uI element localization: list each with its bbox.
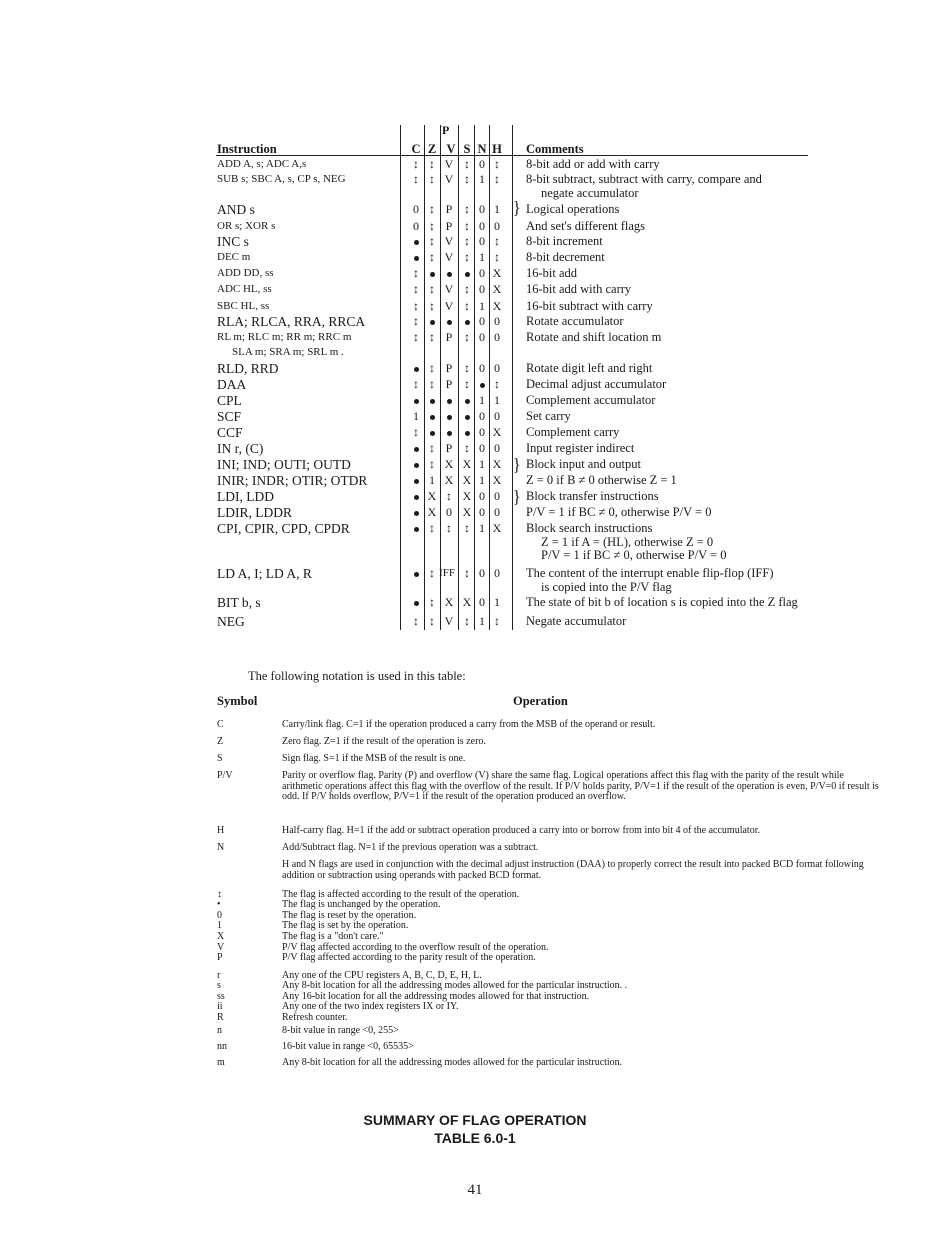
flag-z-cell: ↕ — [429, 250, 435, 264]
flag-s-cell: ↕ — [464, 157, 470, 171]
flag-n-cell: 0 — [479, 441, 485, 455]
table-row — [0, 457, 950, 472]
instruction-cell: CPI, CPIR, CPD, CPDR — [217, 521, 350, 536]
comment-cell: P/V = 1 if BC ≠ 0, otherwise P/V = 0 — [526, 505, 712, 519]
notation-description: Any one of the CPU registers A, B, C, D, E, H, L. — [282, 970, 482, 981]
flag-pv-cell: P — [445, 377, 453, 391]
flag-h-cell: 0 — [494, 361, 500, 375]
flag-s-cell — [459, 314, 475, 329]
flag-h-cell: ↕ — [494, 172, 500, 186]
flag-c-cell: ↕ — [413, 377, 419, 391]
instruction-cell: NEG — [217, 614, 245, 629]
flag-n-cell — [474, 377, 490, 392]
comment-cell: Rotate accumulator — [526, 314, 624, 328]
flag-h-cell: ↕ — [494, 157, 500, 171]
comment-cell-continued: P/V = 1 if BC ≠ 0, otherwise P/V = 0 — [541, 548, 727, 562]
flag-h-cell: 1 — [494, 393, 500, 407]
table-row — [0, 473, 950, 488]
flag-c-cell: ↕ — [413, 330, 419, 344]
flag-z-cell: ↕ — [429, 234, 435, 248]
instruction-cell: ADC HL, ss — [217, 283, 272, 295]
flag-pv-cell: X — [444, 595, 454, 609]
notation-description: Any 8-bit location for all the addressing modes allowed for the particular instruction. . — [282, 980, 628, 991]
symbol-header: Symbol — [217, 694, 258, 708]
flag-n-cell: 0 — [479, 234, 485, 248]
notation-symbol: ↕ — [217, 889, 222, 900]
notation-symbol: Z — [217, 736, 224, 747]
flag-h-cell: ↕ — [494, 250, 500, 264]
notation-symbol: N — [217, 842, 225, 853]
flag-n-cell: 0 — [479, 595, 485, 609]
notation-symbol: nn — [217, 1041, 227, 1052]
flag-z-cell: ↕ — [429, 172, 435, 186]
notation-symbol: n — [217, 1025, 222, 1036]
flag-n-cell: 1 — [479, 250, 485, 264]
flag-z-cell: ↕ — [429, 330, 435, 344]
instruction-cell: LDI, LDD — [217, 489, 274, 504]
table-row — [0, 377, 950, 392]
flag-s-cell: ↕ — [464, 361, 470, 375]
flag-h-cell: 0 — [494, 219, 500, 233]
notation-symbol: P — [217, 952, 223, 963]
comment-cell-continued: negate accumulator — [541, 186, 639, 200]
flag-c-cell: ↕ — [413, 172, 419, 186]
flag-pv-cell: V — [444, 172, 454, 186]
flag-pv-cell: P — [445, 202, 453, 216]
flag-z-cell: X — [427, 489, 437, 503]
flag-h-cell: ↕ — [494, 234, 500, 248]
pv-flag-header-bottom: V — [446, 142, 456, 156]
notation-description: The flag is affected according to the result of the operation. — [282, 889, 520, 900]
table-row — [0, 234, 950, 249]
page-number: 41 — [467, 1182, 483, 1198]
flag-pv-cell: V — [444, 250, 454, 264]
flag-pv-cell: X — [444, 473, 454, 487]
notation-symbol: ss — [217, 991, 225, 1002]
notation-intro: The following notation is used in this table: — [248, 669, 466, 683]
instruction-cell: SCF — [217, 409, 242, 424]
flag-pv-cell: IFF — [439, 567, 455, 579]
flag-n-cell: 1 — [479, 614, 485, 628]
flag-n-cell: 0 — [479, 566, 485, 580]
flag-z-cell: ↕ — [429, 157, 435, 171]
flag-pv-cell: V — [444, 282, 454, 296]
flag-s-cell: ↕ — [464, 250, 470, 264]
flag-s-cell: X — [462, 489, 472, 503]
notation-symbol: X — [217, 931, 225, 942]
flag-n-cell: 1 — [479, 172, 485, 186]
flag-z-cell: ↕ — [429, 441, 435, 455]
flag-n-cell: 0 — [479, 219, 485, 233]
instruction-cell: SBC HL, ss — [217, 300, 270, 312]
notation-description: The flag is a "don't care." — [282, 931, 384, 942]
table-row — [0, 299, 950, 314]
instruction-cell: IN r, (C) — [217, 441, 264, 456]
flag-c-cell: ↕ — [413, 266, 419, 280]
flag-n-cell: 0 — [479, 202, 485, 216]
flag-z-cell: ↕ — [429, 614, 435, 628]
table-row — [0, 393, 950, 408]
notation-description: H and N flags are used in conjunction with the decimal adjust instruction (DAA) to properly correct the result into packed BCD format following addition or subtraction using operands with packed BCD format. — [282, 859, 864, 881]
flag-c-cell: ↕ — [413, 314, 419, 328]
notation-symbol: m — [217, 1057, 225, 1068]
flag-s-cell — [459, 409, 475, 424]
table-row — [0, 330, 950, 358]
notation-description: The flag is unchanged by the operation. — [282, 899, 441, 910]
flag-n-cell: 0 — [479, 425, 485, 439]
flag-pv-cell: ↕ — [446, 489, 452, 503]
flag-n-cell: 0 — [479, 266, 485, 280]
flag-c-cell — [408, 234, 424, 249]
instruction-cell: RLD, RRD — [217, 361, 279, 376]
flag-s-cell: ↕ — [464, 441, 470, 455]
operation-header: Operation — [513, 694, 568, 708]
flag-s-cell: ↕ — [464, 234, 470, 248]
flag-s-cell: ↕ — [464, 219, 470, 233]
flag-c-cell: ↕ — [413, 425, 419, 439]
notation-description: Zero flag. Z=1 if the result of the operation is zero. — [282, 736, 486, 747]
notation-description: The flag is reset by the operation. — [282, 910, 417, 921]
flag-h-cell: 0 — [494, 505, 500, 519]
flag-h-cell: 0 — [494, 441, 500, 455]
flag-z-cell: ↕ — [429, 361, 435, 375]
flag-pv-cell: V — [444, 614, 454, 628]
flag-n-cell: 0 — [479, 314, 485, 328]
notation-description: Sign flag. S=1 if the MSB of the result is one. — [282, 753, 466, 764]
flag-c-cell — [408, 595, 424, 610]
table-row — [0, 441, 950, 456]
instruction-cell: LDIR, LDDR — [217, 505, 292, 520]
instruction-cell: RLA; RLCA, RRA, RRCA — [217, 314, 366, 329]
flag-pv-cell — [441, 409, 457, 424]
flag-h-cell: 1 — [494, 595, 500, 609]
flag-pv-cell: P — [445, 330, 453, 344]
flag-s-cell: X — [462, 505, 472, 519]
instruction-cell: DEC m — [217, 251, 251, 263]
instruction-cell: RL m; RLC m; RR m; RRC m — [217, 331, 352, 343]
notation-symbol: R — [217, 1012, 224, 1023]
table-row — [0, 172, 950, 200]
notation-description: Any 8-bit location for all the addressing modes allowed for the particular instruction. — [282, 1057, 623, 1068]
flag-h-cell: 0 — [494, 330, 500, 344]
comment-cell: Input register indirect — [526, 441, 635, 455]
instruction-cell: DAA — [217, 377, 247, 392]
pv-flag-header-top: P — [442, 123, 450, 137]
flag-c-cell — [408, 441, 424, 456]
comment-cell: The state of bit b of location s is copied into the Z flag — [526, 595, 798, 609]
flag-s-cell — [459, 266, 475, 281]
flag-h-cell: ↕ — [494, 377, 500, 391]
flag-c-cell: ↕ — [413, 157, 419, 171]
flag-s-cell: ↕ — [464, 521, 470, 535]
flag-s-cell: ↕ — [464, 299, 470, 313]
flag-c-cell — [408, 361, 424, 376]
flag-n-cell: 0 — [479, 361, 485, 375]
comment-cell: 8-bit subtract, subtract with carry, compare and — [526, 172, 762, 186]
flag-pv-cell: ↕ — [446, 521, 452, 535]
flag-pv-cell: P — [445, 219, 453, 233]
flag-n-cell: 1 — [479, 299, 485, 313]
flag-s-cell — [459, 425, 475, 440]
flag-h-cell: X — [492, 521, 502, 535]
notation-description: 8-bit value in range <0, 255> — [282, 1025, 399, 1036]
notation-symbol: • — [217, 899, 221, 910]
c-flag-header: C — [411, 142, 421, 156]
flag-z-cell — [424, 314, 440, 329]
instruction-cell: BIT b, s — [217, 595, 261, 610]
flag-s-cell: X — [462, 595, 472, 609]
instruction-cell: ADD A, s; ADC A,s — [217, 158, 307, 170]
comment-cell: Z = 0 if B ≠ 0 otherwise Z = 1 — [526, 473, 677, 487]
notation-symbol: P/V — [217, 770, 233, 781]
flag-h-cell: X — [492, 457, 502, 471]
notation-description: P/V flag affected according to the overflow result of the operation. — [282, 942, 549, 953]
flag-n-cell: 1 — [479, 393, 485, 407]
table-row — [0, 361, 950, 376]
comment-cell-continued: is copied into the P/V flag — [541, 580, 672, 594]
notation-description: P/V flag affected according to the parity result of the operation. — [282, 952, 536, 963]
comment-cell: Set carry — [526, 409, 571, 423]
comment-cell: Complement accumulator — [526, 393, 656, 407]
comments-header: Comments — [526, 142, 584, 156]
comment-cell: 16-bit add with carry — [526, 282, 632, 296]
flag-z-cell — [424, 266, 440, 281]
h-flag-header: H — [492, 142, 502, 156]
flag-z-cell: ↕ — [429, 595, 435, 609]
comment-cell: Block search instructions — [526, 521, 653, 535]
flag-s-cell: X — [462, 473, 472, 487]
flag-z-cell — [424, 425, 440, 440]
flag-z-cell: 1 — [429, 473, 435, 487]
table-row — [0, 614, 950, 629]
flag-c-cell — [408, 393, 424, 408]
flag-n-cell: 1 — [479, 521, 485, 535]
flag-n-cell: 1 — [479, 457, 485, 471]
flag-pv-cell: V — [444, 234, 454, 248]
flag-c-cell — [408, 473, 424, 488]
flag-c-cell — [408, 250, 424, 265]
table-row — [0, 250, 950, 265]
table-row — [0, 425, 950, 440]
notation-symbol: S — [217, 753, 223, 764]
flag-c-cell — [408, 457, 424, 472]
table-row — [0, 219, 950, 234]
flag-h-cell: X — [492, 473, 502, 487]
instruction-cell: CPL — [217, 393, 242, 408]
flag-h-cell: 1 — [494, 202, 500, 216]
notation-description: Add/Subtract flag. N=1 if the previous operation was a subtract. — [282, 842, 539, 853]
comment-cell: 8-bit decrement — [526, 250, 605, 264]
flag-c-cell — [408, 521, 424, 536]
instruction-cell: INI; IND; OUTI; OUTD — [217, 457, 351, 472]
flag-s-cell: X — [462, 457, 472, 471]
flag-h-cell: 0 — [494, 409, 500, 423]
flag-s-cell: ↕ — [464, 614, 470, 628]
flag-z-cell: ↕ — [429, 202, 435, 216]
comment-cell-continued: Z = 1 if A = (HL), otherwise Z = 0 — [541, 535, 714, 549]
flag-c-cell: 1 — [413, 409, 419, 423]
flag-h-cell: ↕ — [494, 614, 500, 628]
flag-s-cell: ↕ — [464, 377, 470, 391]
flag-z-cell: ↕ — [429, 299, 435, 313]
flag-n-cell: 0 — [479, 282, 485, 296]
flag-n-cell: 0 — [479, 330, 485, 344]
instruction-cell: ADD DD, ss — [217, 267, 274, 279]
comment-cell: 16-bit add — [526, 266, 578, 280]
flag-h-cell: X — [492, 425, 502, 439]
flag-pv-cell: X — [444, 457, 454, 471]
flag-c-cell: ↕ — [413, 299, 419, 313]
flag-s-cell: ↕ — [464, 172, 470, 186]
flag-s-cell: ↕ — [464, 282, 470, 296]
notation-symbol: s — [217, 980, 221, 991]
table-title: SUMMARY OF FLAG OPERATION — [363, 1112, 587, 1128]
flag-c-cell — [408, 566, 424, 581]
notation-symbol: ii — [217, 1001, 223, 1012]
flag-z-cell: ↕ — [429, 521, 435, 535]
flag-c-cell: 0 — [413, 202, 419, 216]
flag-pv-cell — [441, 314, 457, 329]
comment-cell: Negate accumulator — [526, 614, 627, 628]
flag-h-cell: X — [492, 299, 502, 313]
flag-pv-cell: 0 — [446, 505, 452, 519]
s-flag-header: S — [463, 142, 471, 156]
flag-s-cell: ↕ — [464, 202, 470, 216]
flag-s-cell: ↕ — [464, 566, 470, 580]
flag-n-cell: 0 — [479, 505, 485, 519]
instruction-cell: LD A, I; LD A, R — [217, 566, 312, 581]
flag-z-cell: ↕ — [429, 219, 435, 233]
flag-s-cell — [459, 393, 475, 408]
flag-s-cell: ↕ — [464, 330, 470, 344]
table-number: TABLE 6.0-1 — [434, 1130, 516, 1146]
instruction-cell-continued: SLA m; SRA m; SRL m . — [232, 346, 344, 358]
flag-n-cell: 0 — [479, 157, 485, 171]
flag-pv-cell — [441, 425, 457, 440]
z-flag-header: Z — [427, 142, 437, 156]
table-row — [0, 521, 950, 562]
flag-c-cell — [408, 505, 424, 520]
comment-cell: Decimal adjust accumulator — [526, 377, 667, 391]
table-row — [0, 266, 950, 281]
table-row — [0, 314, 950, 329]
flag-h-cell: 0 — [494, 314, 500, 328]
table-row — [0, 409, 950, 424]
notation-description: The flag is set by the operation. — [282, 920, 409, 931]
flag-c-cell: ↕ — [413, 614, 419, 628]
notation-description: Carry/link flag. C=1 if the operation produced a carry from the MSB of the operand or result. — [282, 719, 656, 730]
n-flag-header: N — [477, 142, 487, 156]
table-row — [0, 595, 950, 610]
flag-pv-cell — [441, 266, 457, 281]
comment-cell: Rotate and shift location m — [526, 330, 662, 344]
table-row — [0, 566, 950, 594]
flag-h-cell: X — [492, 266, 502, 280]
instruction-cell: CCF — [217, 425, 243, 440]
block-transfer-brace: } — [513, 488, 521, 507]
instruction-cell: AND s — [217, 202, 255, 217]
flag-z-cell: X — [427, 505, 437, 519]
notation-symbol: 0 — [217, 910, 222, 921]
notation-description: Refresh counter. — [282, 1012, 348, 1023]
comment-cell: Block input and output — [526, 457, 641, 471]
flag-c-cell: ↕ — [413, 282, 419, 296]
table-row — [0, 157, 950, 172]
comment-cell: And set's different flags — [526, 219, 646, 233]
notation-description: Parity or overflow flag. Parity (P) and overflow (V) share the same flag. Logical operations affect this flag with the parity of the result while arithmetic operations affect this flag with the overflow of the result. If P/V holds parity, P/V=1 if the result of the operation is even, P/V=0 if result is odd. If P/V holds overflow, P/V=1 if the result of the operation produced an overflow. — [282, 770, 879, 802]
flag-pv-cell: P — [445, 361, 453, 375]
flag-h-cell: 0 — [494, 489, 500, 503]
notation-description: Any one of the two index registers IX or IY. — [282, 1001, 459, 1012]
flag-pv-cell: P — [445, 441, 453, 455]
table-row — [0, 489, 950, 504]
instruction-header: Instruction — [217, 142, 277, 156]
comment-cell: Complement carry — [526, 425, 620, 439]
notation-description: 16-bit value in range <0, 65535> — [282, 1041, 414, 1052]
flag-n-cell: 0 — [479, 489, 485, 503]
instruction-cell: INC s — [217, 234, 249, 249]
comment-cell: Block transfer instructions — [526, 489, 659, 503]
notation-symbol: 1 — [217, 920, 222, 931]
flag-c-cell: 0 — [413, 219, 419, 233]
instruction-cell: OR s; XOR s — [217, 220, 276, 232]
table-row — [0, 199, 950, 218]
table-row — [0, 505, 950, 520]
notation-symbol: H — [217, 825, 225, 836]
comment-cell: 8-bit add or add with carry — [526, 157, 660, 171]
flag-z-cell: ↕ — [429, 566, 435, 580]
notation-symbol: C — [217, 719, 224, 730]
logical-ops-brace: } — [513, 199, 521, 218]
flag-c-cell — [408, 489, 424, 504]
flag-n-cell: 0 — [479, 409, 485, 423]
comment-cell: The content of the interrupt enable flip-flop (IFF) — [526, 566, 774, 580]
block-io-brace: } — [513, 456, 521, 475]
notation-symbol: r — [217, 970, 221, 981]
flag-h-cell: 0 — [494, 566, 500, 580]
flag-h-cell: X — [492, 282, 502, 296]
instruction-cell: SUB s; SBC A, s, CP s, NEG — [217, 173, 346, 185]
flag-z-cell — [424, 409, 440, 424]
comment-cell: Logical operations — [526, 202, 620, 216]
instruction-cell: INIR; INDR; OTIR; OTDR — [217, 473, 368, 488]
flag-n-cell: 1 — [479, 473, 485, 487]
flag-pv-cell — [441, 393, 457, 408]
comment-cell: Rotate digit left and right — [526, 361, 653, 375]
comment-cell: 16-bit subtract with carry — [526, 299, 653, 313]
flag-z-cell: ↕ — [429, 377, 435, 391]
notation-description: Half-carry flag. H=1 if the add or subtract operation produced a carry into or borrow from into bit 4 of the accumulator. — [282, 825, 760, 836]
table-row — [0, 282, 950, 297]
notation-description: Any 16-bit location for all the addressing modes allowed for that instruction. — [282, 991, 590, 1002]
flag-z-cell: ↕ — [429, 282, 435, 296]
comment-cell: 8-bit increment — [526, 234, 603, 248]
flag-pv-cell: V — [444, 299, 454, 313]
flag-z-cell — [424, 393, 440, 408]
flag-pv-cell: V — [444, 157, 454, 171]
flag-z-cell: ↕ — [429, 457, 435, 471]
notation-symbol: V — [217, 942, 225, 953]
